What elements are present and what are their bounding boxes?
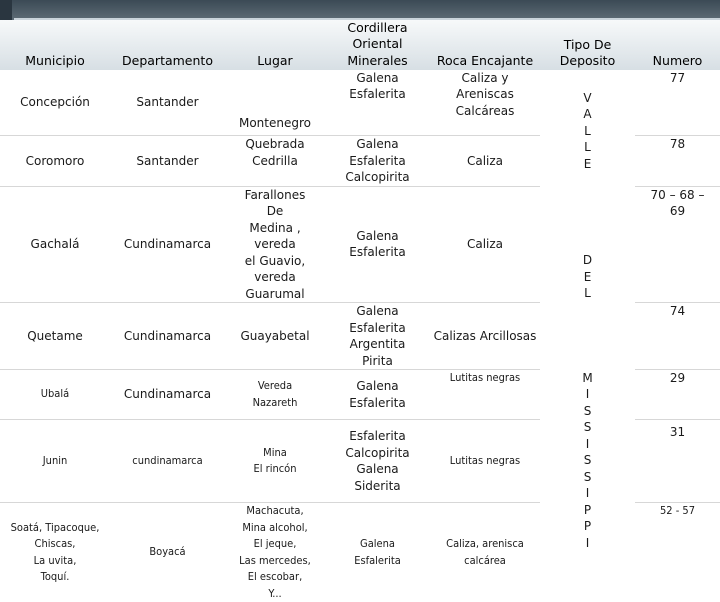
cell-numero: 78: [635, 136, 720, 187]
cell-minerales: Galena Esfalerita: [325, 70, 430, 136]
table-row: [0, 70, 720, 136]
col-header-minerales: [325, 20, 430, 70]
slide-bar-mark: [0, 0, 12, 20]
cell-lugar: Vereda Nazareth: [225, 370, 325, 420]
cell-departamento: Cundinamarca: [110, 303, 225, 370]
cell-municipio: Ubalá: [0, 370, 110, 420]
deposits-table: [0, 20, 720, 602]
table-header-row: [0, 20, 720, 70]
cell-tipo-deposito: M I S S I S S I P P I: [540, 370, 635, 602]
cell-numero: 77: [635, 70, 720, 136]
cell-minerales: Galena Esfalerita Argentita Pirita: [325, 303, 430, 370]
cell-roca: Caliza: [430, 136, 540, 187]
cell-roca: Caliza y Areniscas Calcáreas: [430, 70, 540, 136]
cell-lugar: Farallones De Medina , vereda el Guavio, vereda Guarumal: [225, 186, 325, 303]
cell-roca: Caliza: [430, 186, 540, 303]
cell-municipio: Concepción: [0, 70, 110, 136]
table-row: [0, 370, 720, 420]
cell-departamento: Cundinamarca: [110, 186, 225, 303]
cell-departamento: Boyacá: [110, 503, 225, 602]
cell-municipio: Junin: [0, 420, 110, 503]
cell-numero: 70 – 68 – 69: [635, 186, 720, 303]
cell-lugar: Montenegro: [225, 70, 325, 136]
group-header-cordillera: Cordillera Oriental: [325, 20, 430, 53]
cell-lugar: Machacuta, Mina alcohol, El jeque, Las mercedes, El escobar, Y...: [225, 503, 325, 602]
cell-municipio: Quetame: [0, 303, 110, 370]
cell-municipio: Coromoro: [0, 136, 110, 187]
cell-minerales: Galena Esfalerita: [325, 503, 430, 602]
cell-numero: 29: [635, 370, 720, 420]
cell-numero: 31: [635, 420, 720, 503]
cell-numero: 52 - 57: [635, 503, 720, 602]
cell-tipo-deposito: D E L: [540, 186, 635, 303]
cell-departamento: Santander: [110, 136, 225, 187]
col-header-roca: Roca Encajante: [430, 20, 540, 70]
slide-top-bar: [0, 0, 720, 20]
col-header-departamento: Departamento: [110, 20, 225, 70]
cell-departamento: Cundinamarca: [110, 370, 225, 420]
cell-minerales: Galena Esfalerita: [325, 370, 430, 420]
col-header-municipio: Municipio: [0, 20, 110, 70]
col-header-minerales-label: Minerales: [325, 53, 430, 70]
cell-roca: Lutitas negras: [430, 370, 540, 420]
cell-municipio: Gachalá: [0, 186, 110, 303]
cell-numero: 74: [635, 303, 720, 370]
cell-roca: Lutitas negras: [430, 420, 540, 503]
cell-roca: Calizas Arcillosas: [430, 303, 540, 370]
col-header-tipo: Tipo De Deposito: [540, 20, 635, 70]
cell-tipo-deposito: V A L L E: [540, 70, 635, 187]
table-row: [0, 303, 720, 370]
cell-minerales: Galena Esfalerita Calcopirita: [325, 136, 430, 187]
cell-municipio: Soatá, Tipacoque, Chiscas, La uvita, Toquí.: [0, 503, 110, 602]
cell-roca: Caliza, arenisca calcárea: [430, 503, 540, 602]
cell-lugar: Guayabetal: [225, 303, 325, 370]
table-row: [0, 186, 720, 303]
col-header-numero: Numero: [635, 20, 720, 70]
cell-lugar: Mina El rincón: [225, 420, 325, 503]
cell-departamento: Santander: [110, 70, 225, 136]
cell-lugar: Quebrada Cedrilla: [225, 136, 325, 187]
cell-minerales: Esfalerita Calcopirita Galena Siderita: [325, 420, 430, 503]
cell-tipo-deposito: [540, 303, 635, 370]
cell-departamento: cundinamarca: [110, 420, 225, 503]
col-header-lugar: Lugar: [225, 20, 325, 70]
cell-minerales: Galena Esfalerita: [325, 186, 430, 303]
